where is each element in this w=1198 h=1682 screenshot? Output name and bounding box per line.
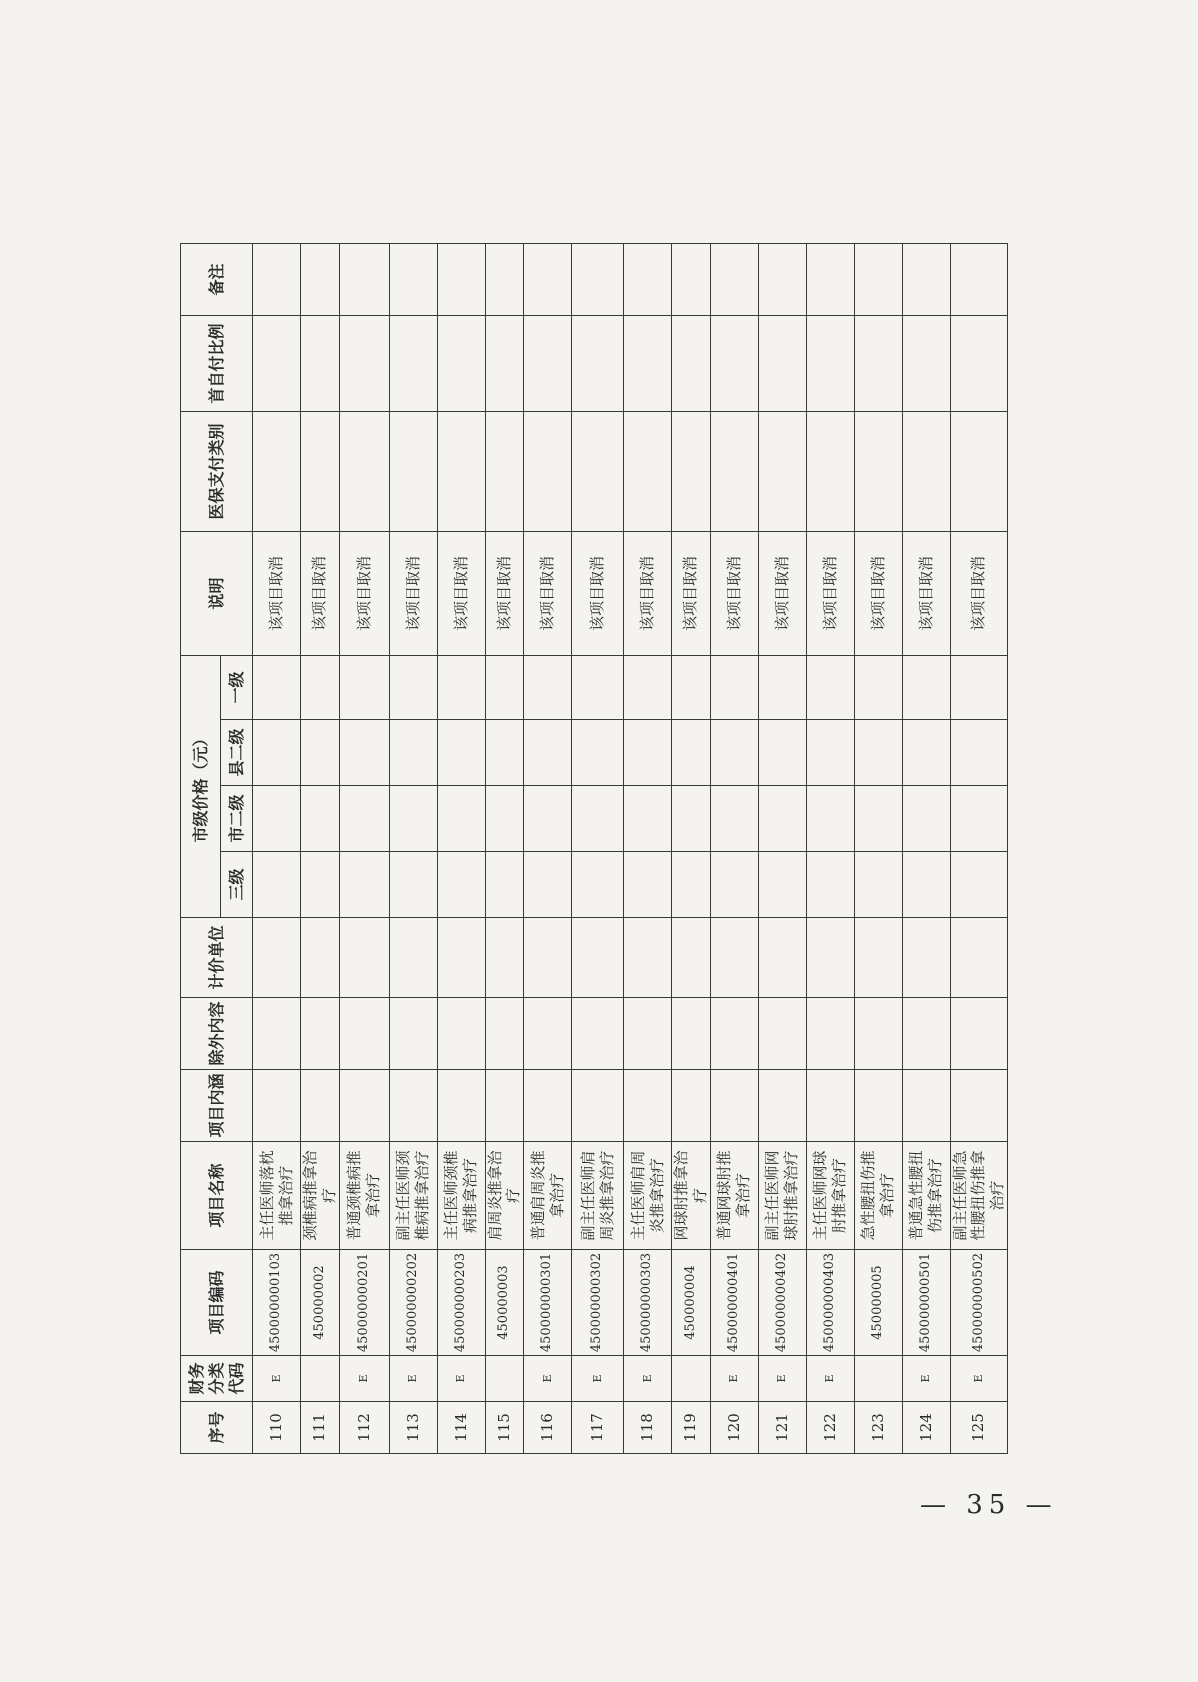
header-note: 说明 [181,531,253,655]
cell-seq: 117 [572,1402,624,1454]
cell-item-code: 450000002 [301,1250,340,1356]
cell-item-name: 副主任医师急性腰扭伤推拿治疗 [950,1142,1007,1250]
cell-price-county2 [524,720,572,786]
cell-remark [389,243,437,315]
cell-exclusions [437,998,485,1070]
cell-price-level1 [950,655,1007,719]
cell-price-county2 [950,720,1007,786]
cell-price-city2 [672,786,711,852]
cell-item-content [339,1070,389,1142]
cell-price-level1 [301,655,340,719]
header-city2: 市二级 [221,786,253,852]
cell-fin-code: E [253,1356,301,1402]
header-price-group: 市级价格（元） [181,655,221,917]
cell-fin-code: E [710,1356,758,1402]
cell-price-level3 [806,852,854,918]
cell-exclusions [339,998,389,1070]
cell-seq: 121 [758,1402,806,1454]
cell-price-city2 [902,786,950,852]
cell-insurance [485,411,524,531]
cell-self-pay [624,315,672,411]
header-level1: 一级 [221,655,253,719]
page-number: — 35 — [920,1490,1058,1520]
cell-price-level1 [437,655,485,719]
cell-unit [437,918,485,998]
header-unit: 计价单位 [181,918,253,998]
cell-price-level1 [339,655,389,719]
cell-fin-code: E [902,1356,950,1402]
cell-unit [950,918,1007,998]
header-county2: 县二级 [221,720,253,786]
cell-self-pay [389,315,437,411]
cell-item-content [524,1070,572,1142]
cell-seq: 115 [485,1402,524,1454]
cell-price-level3 [389,852,437,918]
cell-note: 该项目取消 [902,531,950,655]
cell-fin-code [301,1356,340,1402]
cell-item-name: 普通网球肘推拿治疗 [710,1142,758,1250]
cell-self-pay [902,315,950,411]
cell-exclusions [624,998,672,1070]
cell-self-pay [253,315,301,411]
cell-remark [339,243,389,315]
cell-fin-code: E [806,1356,854,1402]
cell-price-county2 [572,720,624,786]
cell-note: 该项目取消 [339,531,389,655]
cell-item-content [950,1070,1007,1142]
cell-remark [758,243,806,315]
cell-insurance [389,411,437,531]
cell-item-name: 副主任医师颈椎病推拿治疗 [389,1142,437,1250]
cell-price-city2 [624,786,672,852]
cell-price-level1 [389,655,437,719]
cell-item-code: 450000003 [485,1250,524,1356]
cell-price-county2 [437,720,485,786]
cell-seq: 125 [950,1402,1007,1454]
cell-price-city2 [950,786,1007,852]
cell-remark [950,243,1007,315]
cell-item-content [854,1070,902,1142]
cell-price-city2 [389,786,437,852]
cell-price-county2 [301,720,340,786]
cell-price-county2 [854,720,902,786]
cell-note: 该项目取消 [253,531,301,655]
table-row [758,243,806,1453]
cell-price-city2 [710,786,758,852]
cell-self-pay [301,315,340,411]
header-fin-code: 财务分类代码 [181,1356,253,1402]
cell-remark [624,243,672,315]
cell-item-name: 副主任医师肩周炎推拿治疗 [572,1142,624,1250]
header-row-top [181,243,221,1453]
cell-fin-code [854,1356,902,1402]
cell-price-county2 [389,720,437,786]
cell-item-content [389,1070,437,1142]
cell-item-code: 450000000403 [806,1250,854,1356]
cell-item-code: 450000000402 [758,1250,806,1356]
table-row [572,243,624,1453]
cell-unit [524,918,572,998]
cell-item-content [710,1070,758,1142]
cell-note: 该项目取消 [950,531,1007,655]
cell-unit [902,918,950,998]
cell-note: 该项目取消 [485,531,524,655]
cell-self-pay [854,315,902,411]
cell-price-level3 [758,852,806,918]
cell-insurance [710,411,758,531]
cell-unit [572,918,624,998]
cell-self-pay [339,315,389,411]
cell-item-code: 450000004 [672,1250,711,1356]
cell-remark [854,243,902,315]
cell-self-pay [572,315,624,411]
cell-note: 该项目取消 [710,531,758,655]
cell-exclusions [485,998,524,1070]
cell-price-level1 [524,655,572,719]
cell-insurance [950,411,1007,531]
table-row [806,243,854,1453]
cell-unit [710,918,758,998]
cell-remark [301,243,340,315]
cell-item-code: 450000000302 [572,1250,624,1356]
cell-unit [485,918,524,998]
cell-self-pay [950,315,1007,411]
cell-item-content [301,1070,340,1142]
cell-seq: 120 [710,1402,758,1454]
cell-remark [253,243,301,315]
cell-remark [710,243,758,315]
cell-price-level1 [253,655,301,719]
cell-item-code: 450000000401 [710,1250,758,1356]
table-row [339,243,389,1453]
cell-fin-code: E [624,1356,672,1402]
cell-unit [253,918,301,998]
cell-self-pay [710,315,758,411]
cell-price-level3 [854,852,902,918]
cell-remark [902,243,950,315]
cell-price-county2 [624,720,672,786]
cell-item-code: 450000000501 [902,1250,950,1356]
cell-item-name: 主任医师颈椎病推拿治疗 [437,1142,485,1250]
cell-price-level3 [524,852,572,918]
cell-fin-code: E [950,1356,1007,1402]
cell-insurance [624,411,672,531]
cell-remark [437,243,485,315]
cell-fin-code [672,1356,711,1402]
cell-note: 该项目取消 [301,531,340,655]
cell-note: 该项目取消 [672,531,711,655]
cell-exclusions [672,998,711,1070]
cell-price-level1 [710,655,758,719]
cell-exclusions [854,998,902,1070]
cell-price-level1 [485,655,524,719]
header-insurance: 医保支付类别 [181,411,253,531]
cell-item-content [485,1070,524,1142]
cell-exclusions [902,998,950,1070]
cell-insurance [854,411,902,531]
header-level3: 三级 [221,852,253,918]
cell-remark [672,243,711,315]
fee-schedule-table [180,243,1008,1454]
table-row [710,243,758,1453]
cell-fin-code: E [572,1356,624,1402]
table-row [524,243,572,1453]
cell-price-city2 [572,786,624,852]
cell-item-content [902,1070,950,1142]
cell-item-code: 450000000502 [950,1250,1007,1356]
header-item-name: 项目名称 [181,1142,253,1250]
cell-unit [301,918,340,998]
cell-item-name: 急性腰扭伤推拿治疗 [854,1142,902,1250]
cell-item-content [253,1070,301,1142]
cell-price-city2 [806,786,854,852]
cell-item-name: 主任医师落枕推拿治疗 [253,1142,301,1250]
table-body [253,243,1008,1453]
cell-fin-code: E [758,1356,806,1402]
cell-item-name: 主任医师肩周炎推拿治疗 [624,1142,672,1250]
cell-price-level3 [672,852,711,918]
cell-unit [854,918,902,998]
cell-item-code: 450000000203 [437,1250,485,1356]
cell-price-county2 [902,720,950,786]
cell-note: 该项目取消 [758,531,806,655]
header-remark: 备注 [181,243,253,315]
cell-fin-code: E [339,1356,389,1402]
cell-item-content [758,1070,806,1142]
cell-self-pay [485,315,524,411]
cell-item-name: 普通颈椎病推拿治疗 [339,1142,389,1250]
cell-exclusions [758,998,806,1070]
cell-insurance [806,411,854,531]
cell-price-county2 [672,720,711,786]
cell-unit [624,918,672,998]
cell-self-pay [437,315,485,411]
cell-remark [524,243,572,315]
table-row [301,243,340,1453]
cell-seq: 118 [624,1402,672,1454]
table-row [389,243,437,1453]
cell-exclusions [301,998,340,1070]
table-row [437,243,485,1453]
cell-remark [485,243,524,315]
cell-item-name: 网球肘推拿治疗 [672,1142,711,1250]
cell-seq: 114 [437,1402,485,1454]
cell-note: 该项目取消 [524,531,572,655]
cell-seq: 119 [672,1402,711,1454]
cell-price-level3 [301,852,340,918]
cell-price-city2 [253,786,301,852]
cell-fin-code [485,1356,524,1402]
cell-item-name: 副主任医师网球肘推拿治疗 [758,1142,806,1250]
cell-seq: 123 [854,1402,902,1454]
cell-price-county2 [253,720,301,786]
cell-item-name: 主任医师网球肘推拿治疗 [806,1142,854,1250]
cell-insurance [758,411,806,531]
cell-seq: 112 [339,1402,389,1454]
cell-item-code: 450000000103 [253,1250,301,1356]
cell-fin-code: E [524,1356,572,1402]
header-seq: 序号 [181,1402,253,1454]
cell-price-county2 [806,720,854,786]
cell-item-content [624,1070,672,1142]
cell-insurance [253,411,301,531]
rotated-table-wrapper [180,244,1006,1454]
cell-item-code: 450000000202 [389,1250,437,1356]
cell-price-level3 [485,852,524,918]
cell-note: 该项目取消 [572,531,624,655]
cell-exclusions [572,998,624,1070]
cell-insurance [902,411,950,531]
cell-price-level1 [758,655,806,719]
cell-price-county2 [710,720,758,786]
table-row [624,243,672,1453]
cell-remark [572,243,624,315]
cell-self-pay [672,315,711,411]
cell-insurance [437,411,485,531]
cell-item-content [806,1070,854,1142]
cell-exclusions [950,998,1007,1070]
cell-note: 该项目取消 [437,531,485,655]
cell-price-city2 [854,786,902,852]
cell-price-level3 [710,852,758,918]
cell-unit [339,918,389,998]
cell-seq: 116 [524,1402,572,1454]
cell-item-content [672,1070,711,1142]
table-row [672,243,711,1453]
cell-price-city2 [485,786,524,852]
header-self-pay: 首自付比例 [181,315,253,411]
cell-price-level1 [672,655,711,719]
table-row [485,243,524,1453]
header-item-code: 项目编码 [181,1250,253,1356]
cell-note: 该项目取消 [389,531,437,655]
cell-item-content [572,1070,624,1142]
cell-price-level1 [854,655,902,719]
cell-item-code: 450000000303 [624,1250,672,1356]
cell-unit [806,918,854,998]
cell-price-level1 [572,655,624,719]
cell-exclusions [524,998,572,1070]
cell-price-level3 [950,852,1007,918]
table-row [950,243,1007,1453]
header-exclusions: 除外内容 [181,998,253,1070]
cell-price-city2 [301,786,340,852]
cell-insurance [339,411,389,531]
cell-price-city2 [758,786,806,852]
cell-note: 该项目取消 [854,531,902,655]
cell-item-name: 普通急性腰扭伤推拿治疗 [902,1142,950,1250]
cell-price-level3 [624,852,672,918]
cell-price-county2 [339,720,389,786]
cell-unit [672,918,711,998]
cell-price-county2 [485,720,524,786]
cell-insurance [301,411,340,531]
cell-note: 该项目取消 [624,531,672,655]
cell-item-code: 450000000301 [524,1250,572,1356]
cell-seq: 111 [301,1402,340,1454]
cell-exclusions [710,998,758,1070]
cell-seq: 122 [806,1402,854,1454]
cell-price-level1 [902,655,950,719]
cell-price-city2 [437,786,485,852]
table-row [854,243,902,1453]
cell-exclusions [389,998,437,1070]
header-item-content: 项目内涵 [181,1070,253,1142]
cell-fin-code: E [437,1356,485,1402]
cell-price-level3 [902,852,950,918]
cell-item-code: 450000005 [854,1250,902,1356]
cell-price-level1 [806,655,854,719]
cell-price-level3 [437,852,485,918]
cell-insurance [572,411,624,531]
cell-price-city2 [339,786,389,852]
cell-exclusions [253,998,301,1070]
cell-price-level3 [339,852,389,918]
cell-price-level3 [572,852,624,918]
cell-insurance [524,411,572,531]
table-row [902,243,950,1453]
cell-self-pay [758,315,806,411]
cell-note: 该项目取消 [806,531,854,655]
cell-item-name: 普通肩周炎推拿治疗 [524,1142,572,1250]
cell-remark [806,243,854,315]
cell-price-level3 [253,852,301,918]
cell-exclusions [806,998,854,1070]
cell-seq: 113 [389,1402,437,1454]
cell-fin-code: E [389,1356,437,1402]
cell-seq: 124 [902,1402,950,1454]
cell-item-name: 颈椎病推拿治疗 [301,1142,340,1250]
cell-price-level1 [624,655,672,719]
cell-insurance [672,411,711,531]
cell-self-pay [524,315,572,411]
cell-item-code: 450000000201 [339,1250,389,1356]
cell-price-city2 [524,786,572,852]
cell-self-pay [806,315,854,411]
cell-seq: 110 [253,1402,301,1454]
table-row [253,243,301,1453]
cell-price-county2 [758,720,806,786]
cell-unit [758,918,806,998]
cell-unit [389,918,437,998]
cell-item-content [437,1070,485,1142]
cell-item-name: 肩周炎推拿治疗 [485,1142,524,1250]
